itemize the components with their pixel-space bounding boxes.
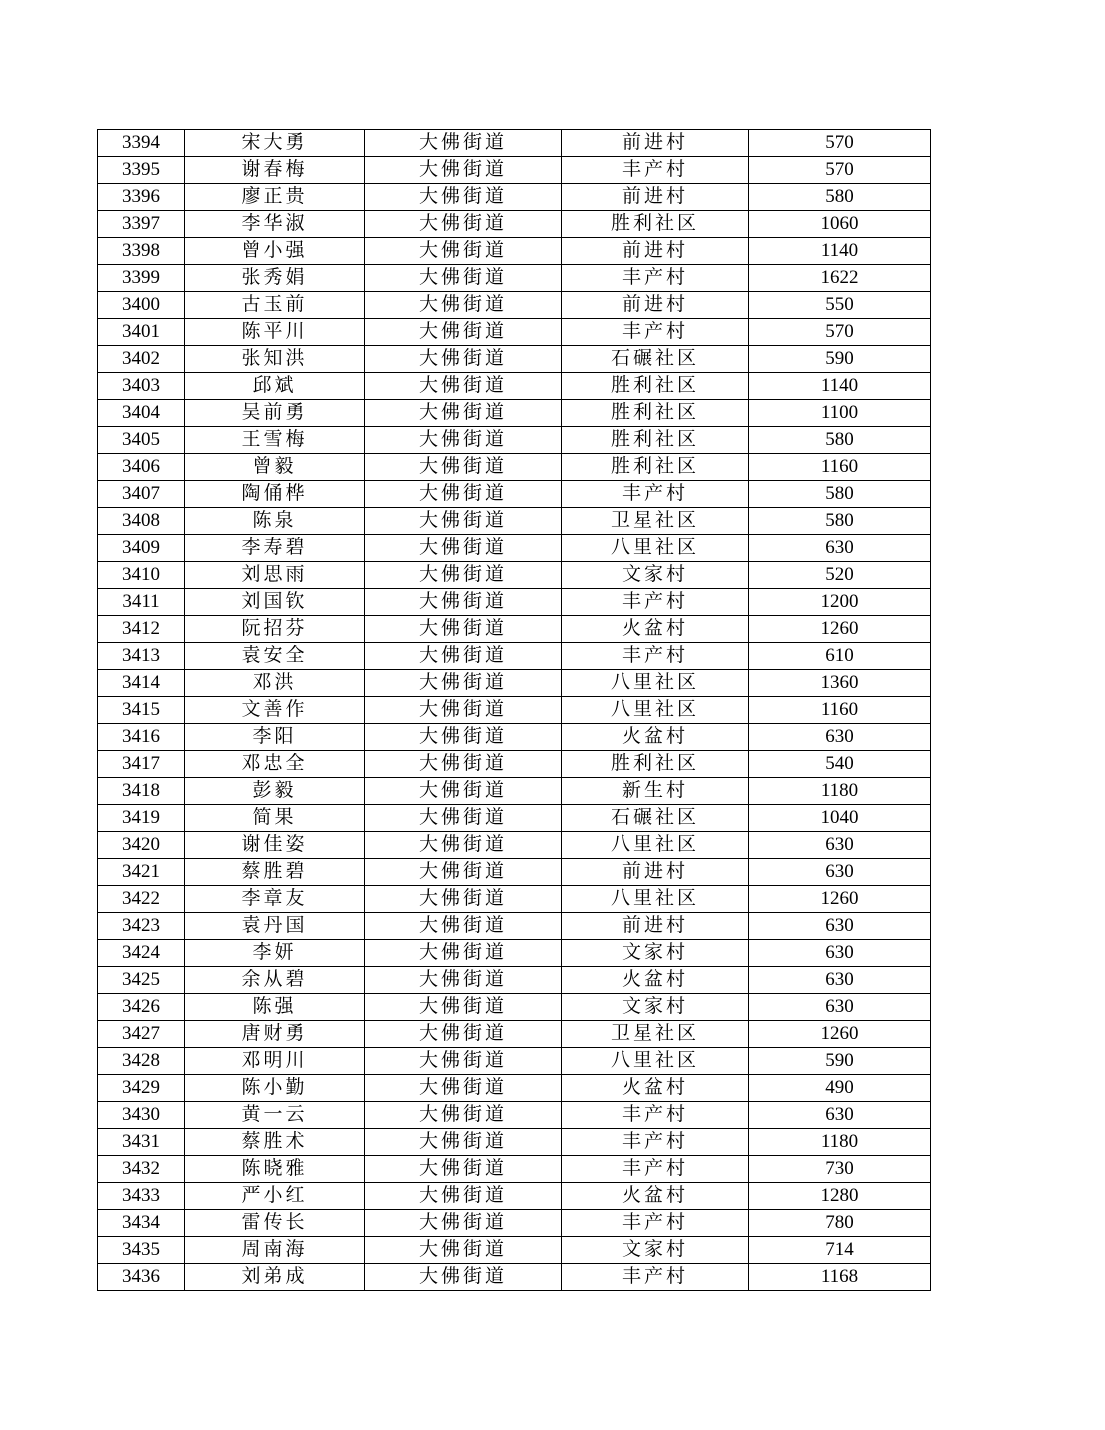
name-cell: 陈泉 (185, 508, 365, 535)
table-row (98, 346, 931, 373)
table-row (98, 1129, 931, 1156)
amount-cell: 580 (749, 427, 931, 454)
amount-cell: 630 (749, 724, 931, 751)
community-cell: 前进村 (562, 913, 749, 940)
community-cell: 前进村 (562, 859, 749, 886)
community-cell: 丰产村 (562, 481, 749, 508)
id-cell: 3397 (98, 211, 185, 238)
community-cell: 卫星社区 (562, 508, 749, 535)
name-cell: 曾毅 (185, 454, 365, 481)
community-cell: 八里社区 (562, 535, 749, 562)
amount-cell: 1622 (749, 265, 931, 292)
name-cell: 宋大勇 (185, 130, 365, 157)
id-cell: 3394 (98, 130, 185, 157)
community-cell: 新生村 (562, 778, 749, 805)
community-cell: 火盆村 (562, 724, 749, 751)
id-cell: 3419 (98, 805, 185, 832)
table-row (98, 184, 931, 211)
id-cell: 3411 (98, 589, 185, 616)
name-cell: 邱斌 (185, 373, 365, 400)
amount-cell: 730 (749, 1156, 931, 1183)
name-cell: 袁安全 (185, 643, 365, 670)
community-cell: 丰产村 (562, 265, 749, 292)
id-cell: 3436 (98, 1264, 185, 1291)
table-row (98, 913, 931, 940)
amount-cell: 610 (749, 643, 931, 670)
table-row (98, 373, 931, 400)
street-cell: 大佛街道 (365, 805, 562, 832)
community-cell: 文家村 (562, 994, 749, 1021)
table-row (98, 130, 931, 157)
community-cell: 石碾社区 (562, 346, 749, 373)
table-row (98, 481, 931, 508)
amount-cell: 590 (749, 346, 931, 373)
table-row (98, 1156, 931, 1183)
table-row (98, 508, 931, 535)
name-cell: 吴前勇 (185, 400, 365, 427)
community-cell: 胜利社区 (562, 454, 749, 481)
id-cell: 3433 (98, 1183, 185, 1210)
id-cell: 3396 (98, 184, 185, 211)
table-row (98, 994, 931, 1021)
community-cell: 石碾社区 (562, 805, 749, 832)
amount-cell: 780 (749, 1210, 931, 1237)
name-cell: 陈平川 (185, 319, 365, 346)
name-cell: 刘思雨 (185, 562, 365, 589)
amount-cell: 1260 (749, 886, 931, 913)
amount-cell: 630 (749, 913, 931, 940)
amount-cell: 580 (749, 184, 931, 211)
amount-cell: 1200 (749, 589, 931, 616)
name-cell: 曾小强 (185, 238, 365, 265)
community-cell: 火盆村 (562, 967, 749, 994)
street-cell: 大佛街道 (365, 1129, 562, 1156)
id-cell: 3400 (98, 292, 185, 319)
street-cell: 大佛街道 (365, 1237, 562, 1264)
amount-cell: 1060 (749, 211, 931, 238)
name-cell: 蔡胜术 (185, 1129, 365, 1156)
table-row (98, 751, 931, 778)
table-row (98, 616, 931, 643)
id-cell: 3415 (98, 697, 185, 724)
table-row (98, 1048, 931, 1075)
community-cell: 丰产村 (562, 1129, 749, 1156)
name-cell: 陈强 (185, 994, 365, 1021)
amount-cell: 630 (749, 994, 931, 1021)
amount-cell: 630 (749, 1102, 931, 1129)
community-cell: 丰产村 (562, 1156, 749, 1183)
community-cell: 胜利社区 (562, 751, 749, 778)
street-cell: 大佛街道 (365, 1264, 562, 1291)
amount-cell: 1260 (749, 1021, 931, 1048)
table-row (98, 265, 931, 292)
street-cell: 大佛街道 (365, 130, 562, 157)
name-cell: 阮招芬 (185, 616, 365, 643)
table-body (98, 130, 931, 1291)
table-row (98, 238, 931, 265)
name-cell: 张知洪 (185, 346, 365, 373)
id-cell: 3420 (98, 832, 185, 859)
amount-cell: 1100 (749, 400, 931, 427)
table-row (98, 400, 931, 427)
street-cell: 大佛街道 (365, 346, 562, 373)
table-row (98, 724, 931, 751)
amount-cell: 630 (749, 535, 931, 562)
street-cell: 大佛街道 (365, 589, 562, 616)
street-cell: 大佛街道 (365, 211, 562, 238)
street-cell: 大佛街道 (365, 454, 562, 481)
street-cell: 大佛街道 (365, 616, 562, 643)
id-cell: 3404 (98, 400, 185, 427)
street-cell: 大佛街道 (365, 913, 562, 940)
table-row (98, 886, 931, 913)
name-cell: 刘弟成 (185, 1264, 365, 1291)
community-cell: 前进村 (562, 238, 749, 265)
name-cell: 李章友 (185, 886, 365, 913)
name-cell: 邓洪 (185, 670, 365, 697)
amount-cell: 570 (749, 319, 931, 346)
table-row (98, 1237, 931, 1264)
amount-cell: 580 (749, 481, 931, 508)
community-cell: 八里社区 (562, 697, 749, 724)
street-cell: 大佛街道 (365, 562, 562, 589)
street-cell: 大佛街道 (365, 832, 562, 859)
community-cell: 丰产村 (562, 1210, 749, 1237)
street-cell: 大佛街道 (365, 427, 562, 454)
table-row (98, 427, 931, 454)
name-cell: 刘国钦 (185, 589, 365, 616)
name-cell: 王雪梅 (185, 427, 365, 454)
amount-cell: 1260 (749, 616, 931, 643)
community-cell: 文家村 (562, 1237, 749, 1264)
name-cell: 张秀娟 (185, 265, 365, 292)
id-cell: 3432 (98, 1156, 185, 1183)
community-cell: 胜利社区 (562, 400, 749, 427)
table-row (98, 454, 931, 481)
id-cell: 3412 (98, 616, 185, 643)
street-cell: 大佛街道 (365, 751, 562, 778)
table-row (98, 805, 931, 832)
name-cell: 古玉前 (185, 292, 365, 319)
community-cell: 丰产村 (562, 589, 749, 616)
street-cell: 大佛街道 (365, 1156, 562, 1183)
id-cell: 3424 (98, 940, 185, 967)
table-row (98, 778, 931, 805)
table-row (98, 643, 931, 670)
amount-cell: 1160 (749, 454, 931, 481)
community-cell: 丰产村 (562, 643, 749, 670)
community-cell: 前进村 (562, 184, 749, 211)
community-cell: 八里社区 (562, 670, 749, 697)
table-row (98, 211, 931, 238)
community-cell: 文家村 (562, 562, 749, 589)
name-cell: 陈小勤 (185, 1075, 365, 1102)
community-cell: 八里社区 (562, 832, 749, 859)
street-cell: 大佛街道 (365, 1102, 562, 1129)
id-cell: 3395 (98, 157, 185, 184)
table-row (98, 292, 931, 319)
name-cell: 廖正贵 (185, 184, 365, 211)
amount-cell: 590 (749, 1048, 931, 1075)
street-cell: 大佛街道 (365, 859, 562, 886)
street-cell: 大佛街道 (365, 994, 562, 1021)
street-cell: 大佛街道 (365, 535, 562, 562)
id-cell: 3429 (98, 1075, 185, 1102)
name-cell: 雷传长 (185, 1210, 365, 1237)
id-cell: 3434 (98, 1210, 185, 1237)
amount-cell: 630 (749, 967, 931, 994)
community-cell: 胜利社区 (562, 427, 749, 454)
table-row (98, 859, 931, 886)
table-row (98, 1183, 931, 1210)
name-cell: 余从碧 (185, 967, 365, 994)
amount-cell: 520 (749, 562, 931, 589)
amount-cell: 1360 (749, 670, 931, 697)
community-cell: 八里社区 (562, 1048, 749, 1075)
street-cell: 大佛街道 (365, 643, 562, 670)
amount-cell: 570 (749, 130, 931, 157)
id-cell: 3418 (98, 778, 185, 805)
table-row (98, 832, 931, 859)
id-cell: 3428 (98, 1048, 185, 1075)
name-cell: 谢春梅 (185, 157, 365, 184)
amount-cell: 550 (749, 292, 931, 319)
community-cell: 前进村 (562, 292, 749, 319)
table-row (98, 670, 931, 697)
street-cell: 大佛街道 (365, 1210, 562, 1237)
name-cell: 袁丹国 (185, 913, 365, 940)
name-cell: 唐财勇 (185, 1021, 365, 1048)
id-cell: 3417 (98, 751, 185, 778)
street-cell: 大佛街道 (365, 886, 562, 913)
name-cell: 彭毅 (185, 778, 365, 805)
id-cell: 3413 (98, 643, 185, 670)
amount-cell: 540 (749, 751, 931, 778)
name-cell: 周南海 (185, 1237, 365, 1264)
amount-cell: 630 (749, 859, 931, 886)
id-cell: 3406 (98, 454, 185, 481)
id-cell: 3427 (98, 1021, 185, 1048)
street-cell: 大佛街道 (365, 967, 562, 994)
name-cell: 简果 (185, 805, 365, 832)
id-cell: 3403 (98, 373, 185, 400)
amount-cell: 1280 (749, 1183, 931, 1210)
id-cell: 3399 (98, 265, 185, 292)
table-row (98, 1210, 931, 1237)
amount-cell: 1168 (749, 1264, 931, 1291)
name-cell: 陈晓雅 (185, 1156, 365, 1183)
table-row (98, 1264, 931, 1291)
street-cell: 大佛街道 (365, 508, 562, 535)
amount-cell: 1180 (749, 1129, 931, 1156)
community-cell: 卫星社区 (562, 1021, 749, 1048)
id-cell: 3426 (98, 994, 185, 1021)
amount-cell: 1140 (749, 373, 931, 400)
amount-cell: 570 (749, 157, 931, 184)
street-cell: 大佛街道 (365, 1183, 562, 1210)
name-cell: 李妍 (185, 940, 365, 967)
id-cell: 3430 (98, 1102, 185, 1129)
name-cell: 严小红 (185, 1183, 365, 1210)
street-cell: 大佛街道 (365, 778, 562, 805)
id-cell: 3414 (98, 670, 185, 697)
community-cell: 火盆村 (562, 1075, 749, 1102)
id-cell: 3421 (98, 859, 185, 886)
id-cell: 3422 (98, 886, 185, 913)
name-cell: 陶俑桦 (185, 481, 365, 508)
street-cell: 大佛街道 (365, 265, 562, 292)
name-cell: 谢佳姿 (185, 832, 365, 859)
amount-cell: 490 (749, 1075, 931, 1102)
name-cell: 李华淑 (185, 211, 365, 238)
street-cell: 大佛街道 (365, 400, 562, 427)
community-cell: 丰产村 (562, 319, 749, 346)
data-table (97, 129, 931, 1291)
amount-cell: 630 (749, 832, 931, 859)
amount-cell: 1140 (749, 238, 931, 265)
id-cell: 3435 (98, 1237, 185, 1264)
id-cell: 3425 (98, 967, 185, 994)
id-cell: 3408 (98, 508, 185, 535)
street-cell: 大佛街道 (365, 292, 562, 319)
community-cell: 胜利社区 (562, 373, 749, 400)
table-row (98, 1075, 931, 1102)
street-cell: 大佛街道 (365, 1075, 562, 1102)
id-cell: 3423 (98, 913, 185, 940)
name-cell: 李寿碧 (185, 535, 365, 562)
community-cell: 胜利社区 (562, 211, 749, 238)
id-cell: 3398 (98, 238, 185, 265)
table-row (98, 589, 931, 616)
street-cell: 大佛街道 (365, 184, 562, 211)
name-cell: 邓明川 (185, 1048, 365, 1075)
street-cell: 大佛街道 (365, 670, 562, 697)
table-row (98, 940, 931, 967)
community-cell: 火盆村 (562, 616, 749, 643)
name-cell: 黄一云 (185, 1102, 365, 1129)
amount-cell: 714 (749, 1237, 931, 1264)
street-cell: 大佛街道 (365, 481, 562, 508)
name-cell: 文善作 (185, 697, 365, 724)
id-cell: 3407 (98, 481, 185, 508)
street-cell: 大佛街道 (365, 1021, 562, 1048)
street-cell: 大佛街道 (365, 373, 562, 400)
name-cell: 李阳 (185, 724, 365, 751)
id-cell: 3431 (98, 1129, 185, 1156)
id-cell: 3402 (98, 346, 185, 373)
amount-cell: 580 (749, 508, 931, 535)
street-cell: 大佛街道 (365, 697, 562, 724)
community-cell: 火盆村 (562, 1183, 749, 1210)
street-cell: 大佛街道 (365, 940, 562, 967)
community-cell: 丰产村 (562, 1102, 749, 1129)
street-cell: 大佛街道 (365, 1048, 562, 1075)
community-cell: 前进村 (562, 130, 749, 157)
table-row (98, 967, 931, 994)
table-row (98, 1021, 931, 1048)
street-cell: 大佛街道 (365, 724, 562, 751)
street-cell: 大佛街道 (365, 157, 562, 184)
name-cell: 邓忠全 (185, 751, 365, 778)
street-cell: 大佛街道 (365, 238, 562, 265)
id-cell: 3401 (98, 319, 185, 346)
amount-cell: 1040 (749, 805, 931, 832)
community-cell: 文家村 (562, 940, 749, 967)
amount-cell: 1180 (749, 778, 931, 805)
name-cell: 蔡胜碧 (185, 859, 365, 886)
table-row (98, 319, 931, 346)
community-cell: 丰产村 (562, 1264, 749, 1291)
amount-cell: 1160 (749, 697, 931, 724)
table-row (98, 1102, 931, 1129)
id-cell: 3410 (98, 562, 185, 589)
id-cell: 3409 (98, 535, 185, 562)
table-row (98, 157, 931, 184)
table-row (98, 562, 931, 589)
id-cell: 3416 (98, 724, 185, 751)
table-row (98, 535, 931, 562)
street-cell: 大佛街道 (365, 319, 562, 346)
table-row (98, 697, 931, 724)
id-cell: 3405 (98, 427, 185, 454)
community-cell: 丰产村 (562, 157, 749, 184)
community-cell: 八里社区 (562, 886, 749, 913)
amount-cell: 630 (749, 940, 931, 967)
